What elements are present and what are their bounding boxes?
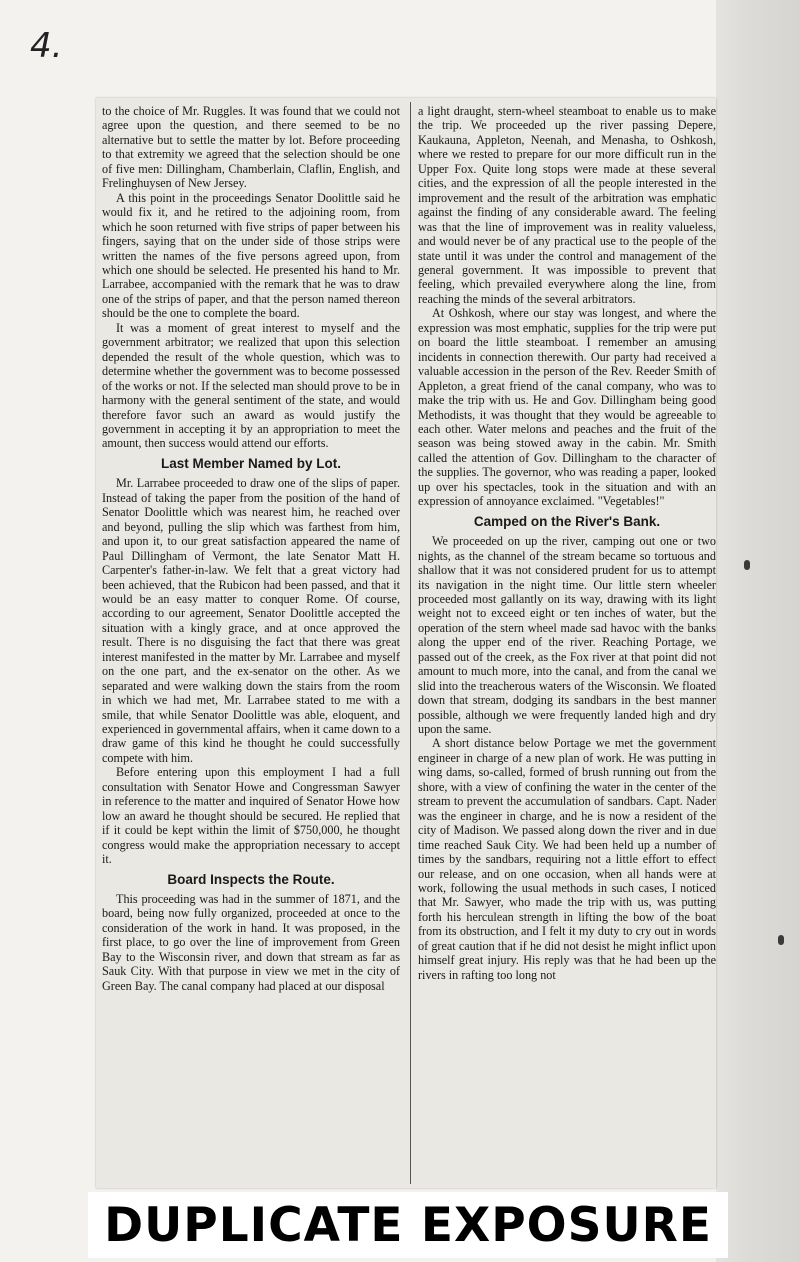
duplicate-exposure-stamp: DUPLICATE EXPOSURE xyxy=(88,1192,728,1258)
column-rule xyxy=(410,102,411,1184)
scan-shadow-edge xyxy=(716,0,800,1262)
left-paragraph: Mr. Larrabee proceeded to draw one of the slips of paper. Instead of taking the paper from the position of the hand of Senator Doolittle which was nearest him, he reached over and beyond, pulling the slip which was farthest from him, and upon it, to our great satisfaction appeared the name of Paul Dillingham of Vermont, the late Senator Matt H. Carpenter's father-in-law. We felt that a great victory had been achieved, that the Rubicon had been passed, and that it would be an easy matter to conquer Rome. Of course, according to our agreement, Senator Doolittle accepted the situation with a kingly grace, and at once approved the result. There is no disguising the fact that there was great interest manifested in the matter by Mr. Larrabee and myself on the one part, and the ex-senator on the other. As we separated and were walking down the stairs from the room in which we had met, Mr. Larrabee stated to me with a smile, that while Senator Doolittle was able, eloquent, and experienced in governmental affairs, when it came down to a draw game of this kind he thought he could successfully compete with him. xyxy=(102,476,400,765)
right-paragraph: We proceeded on up the river, camping out one or two nights, as the channel of the stream became so tortuous and shallow that it was not considered prudent for us to attempt its navigation in the night time. Our little stern wheeler proceeded most gallantly on its way, drawing with its light weight not to exceed eight or ten inches of water, but the operation of the stern wheel made sad havoc with the banks along the upper end of the river. Reaching Portage, we passed out of the creek, as the Fox river at that point did not amount to much more, into the canal, and from the canal we slid into the treacherous waters of the Wisconsin. We floated down that stream, dodging its sandbars in the best manner possible, although we were frequently landed high and dry upon the same. xyxy=(418,534,716,737)
right-paragraph: a light draught, stern-wheel steamboat to enable us to make the trip. We proceeded up the river passing Depere, Kaukauna, Appleton, Neenah, and Menasha, to Oshkosh, where we rested to prepare for our more difficult run in the Upper Fox. Quite long stops were made at these several cities, and the expression of all the people interested in the improvement and the result of the arbitration was emphatic against the finding of any considerable award. The feeling was that the line of improvement was in reality valueless, and would never be of any practical use to the people of the state until it was under the control and management of the general government. It was impossible to prevent that feeling, which prevailed everywhere along the line, from reaching the minds of the several arbitrators. xyxy=(418,104,716,306)
scan-smudge xyxy=(744,560,750,570)
right-paragraph: At Oshkosh, where our stay was longest, and where the expression was most emphatic, supplies for the trip were put on board the little steamboat. I remember an amusing incidents in connection therewith. Our party had received a valuable accession in the person of the Rev. Reeder Smith of Appleton, a great friend of the canal company, who was to make the trip with us. He and Gov. Dillingham being good Methodists, it was thought that they would be agreeable to each other. Water melons and peaches and the fruit of the season was being stowed away in the cabin. Mr. Smith called the attention of Gov. Dillingham to the character of the supplies. The governor, who was reading a paper, looked up over his spectacles, took in the situation and with an expression of annoyance exclaimed. "Vegetables!" xyxy=(418,306,716,509)
subheading-board-inspects: Board Inspects the Route. xyxy=(167,871,335,887)
right-column xyxy=(418,104,716,1184)
right-paragraph: A short distance below Portage we met the government engineer in charge of a new plan of work. He was putting in wing dams, so-called, formed of brush running out from the shore, with a view of confining the water in the center of the stream to prevent the accumulation of sandbars. Capt. Nader was the engineer in charge, and he is now a resident of the city of Madison. We passed along down the river and in due time reached Sauk City. We had been held up a number of times by the sandbars, requiring not a little effort to effect our release, and on one occasion, when all hands were at work, following the usual methods in such cases, I noticed that Mr. Sawyer, who made the trip with us, was putting forth his herculean strength in lifting the bow of the boat from its obstruction, and I felt it my duty to cry out in words of great caution that if he did not desist he might inflict upon himself great injury. His reply was that he had been up the rivers in rafting too long not xyxy=(418,736,716,982)
left-paragraph: to the choice of Mr. Ruggles. It was found that we could not agree upon the question, and there seemed to be no alternative but to settle the matter by lot. Before proceeding to that extremity we agreed that the selection should be one of five men: Dillingham, Chamberlain, Claflin, English, and Frelinghuysen of New Jersey. xyxy=(102,104,400,191)
left-paragraph: It was a moment of great interest to myself and the government arbitrator; we realized that upon this selection depended the result of the whole question, which was to determine whether the government was to become possessed of the works or not. If the selected man should prove to be in harmony with the general sentiment of the state, and would therefore favor such an award as would justify the government in accepting it by an appropriation to meet the amount, then success would attend our efforts. xyxy=(102,320,400,451)
left-column xyxy=(102,104,400,1184)
scan-smudge xyxy=(778,935,784,945)
subheading-last-member: Last Member Named by Lot. xyxy=(160,455,342,471)
left-paragraph: This proceeding was had in the summer of 1871, and the board, being now fully organized, proceeded at once to the consideration of the work in hand. It was proposed, in the first place, to go over the line of improvement from Green Bay to the Wisconsin river, and down that stream as far as Sauk City. With that purpose in view we met in the city of Green Bay. The canal company had placed at our disposal xyxy=(102,892,400,993)
left-paragraph: Before entering upon this employment I had a full consultation with Senator Howe and Congressman Sawyer in reference to the matter and inquired of Senator Howe how low an award he thought should be secured. He replied that if it could be kept within the limit of $750,000, he thought congress would make the appropriation necessary to accept it. xyxy=(102,765,400,867)
page-number: 4. xyxy=(30,26,63,66)
left-paragraph: A this point in the proceedings Senator Doolittle said he would fix it, and he retired to the adjoining room, from which he soon returned with five strips of paper between his fingers, saying that on the under side of those strips were written the names of the five persons agreed upon, from which one should be selected. He presented his hand to Mr. Larrabee, accompanied with the remark that he was to draw one of the strips of paper, and that the person named thereon should be the one to complete the board. xyxy=(102,190,400,321)
subheading-camped: Camped on the River's Bank. xyxy=(473,513,661,529)
